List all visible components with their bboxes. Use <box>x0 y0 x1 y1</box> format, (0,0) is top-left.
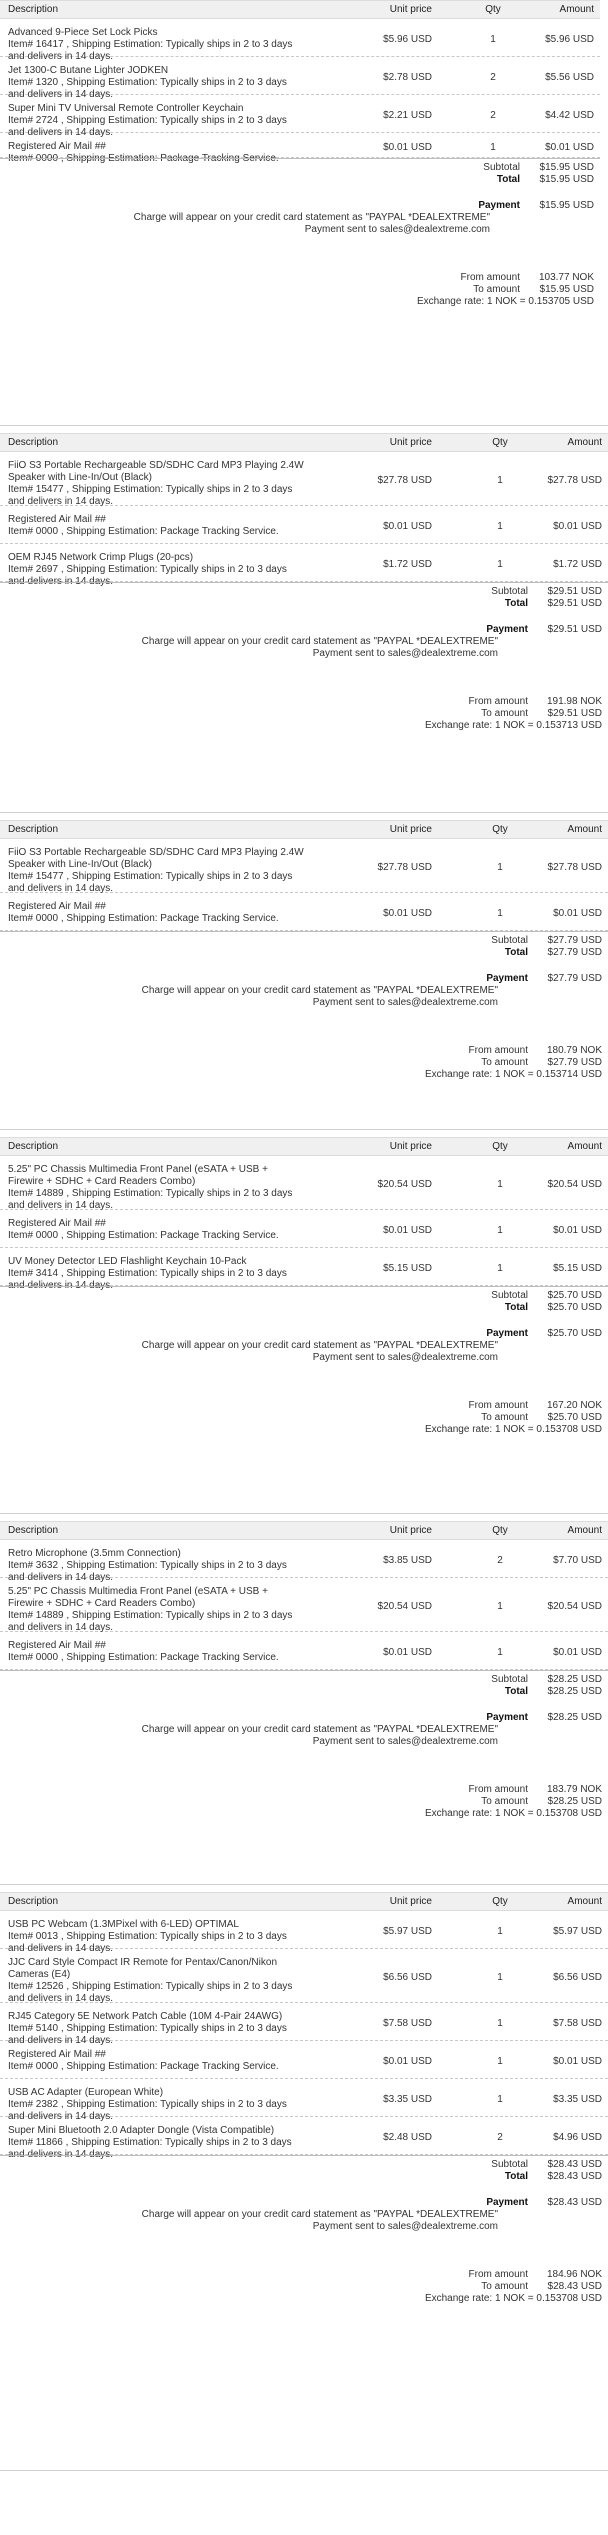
item-title: JJC Card Style Compact IR Remote for Pentax/Canon/Nikon <box>8 1957 277 1968</box>
column-header-description: Description <box>8 824 59 835</box>
item-title: RJ45 Category 5E Network Patch Cable (10M 4-Pair 24AWG) <box>8 2011 283 2022</box>
item-title-continued: Speaker with Line-In/Out (Black) <box>8 859 152 870</box>
item-delivery-info: and delivers in 14 days. <box>8 2149 114 2160</box>
column-header-qty: Qty <box>492 437 508 448</box>
from-amount-value: 184.96 NOK <box>546 2269 602 2280</box>
order-table-header <box>0 433 608 452</box>
item-shipping-info: Item# 0013 , Shipping Estimation: Typically ships in 2 to 3 days <box>8 1931 287 1942</box>
item-qty: 1 <box>497 908 503 919</box>
total-label: Total <box>504 1686 528 1697</box>
to-amount-value: $29.51 USD <box>547 708 602 719</box>
item-title: USB AC Adapter (European White) <box>8 2087 164 2098</box>
item-shipping-info: Item# 5140 , Shipping Estimation: Typically ships in 2 to 3 days <box>8 2023 287 2034</box>
column-header-amount: Amount <box>567 824 602 835</box>
to-amount-label: To amount <box>481 1057 528 1068</box>
item-shipping-info: Item# 16417 , Shipping Estimation: Typically ships in 2 to 3 days <box>8 39 293 50</box>
item-shipping-info: Item# 2697 , Shipping Estimation: Typically ships in 2 to 3 days <box>8 564 287 575</box>
item-qty: 1 <box>497 1225 503 1236</box>
charge-statement-note: Charge will appear on your credit card statement as "PAYPAL *DEALEXTREME" <box>141 1340 498 1351</box>
item-qty: 1 <box>497 2018 503 2029</box>
item-title-continued: Firewire + SDHC + Card Readers Combo) <box>8 1176 196 1187</box>
column-header-unit-price: Unit price <box>389 1896 432 1907</box>
item-shipping-info: Item# 14889 , Shipping Estimation: Typically ships in 2 to 3 days <box>8 1188 293 1199</box>
item-description <box>8 1218 323 1242</box>
item-title: OEM RJ45 Network Crimp Plugs (20-pcs) <box>8 552 194 563</box>
from-amount-label: From amount <box>460 272 520 283</box>
item-qty: 1 <box>497 1972 503 1983</box>
subtotal-label: Subtotal <box>491 586 528 597</box>
line-item-row <box>0 1949 608 2003</box>
exchange-rate: Exchange rate: 1 NOK = 0.153708 USD <box>424 1808 602 1819</box>
item-unit-price: $0.01 USD <box>383 908 432 919</box>
item-amount: $4.96 USD <box>553 2132 602 2143</box>
total-value: $29.51 USD <box>547 598 602 609</box>
column-header-amount: Amount <box>567 1141 602 1152</box>
item-title: Registered Air Mail ## <box>8 1640 106 1651</box>
column-header-description: Description <box>8 1141 59 1152</box>
item-title: FiiO S3 Portable Rechargeable SD/SDHC Card MP3 Playing 2.4W <box>8 460 304 471</box>
charge-statement-note: Charge will appear on your credit card statement as "PAYPAL *DEALEXTREME" <box>141 2209 498 2220</box>
payment-recipient-note: Payment sent to sales@dealextreme.com <box>304 224 490 235</box>
item-delivery-info: and delivers in 14 days. <box>8 1943 114 1954</box>
item-delivery-info: and delivers in 14 days. <box>8 2111 114 2122</box>
from-amount-value: 167.20 NOK <box>546 1400 602 1411</box>
item-amount: $5.15 USD <box>553 1263 602 1274</box>
column-header-amount: Amount <box>567 437 602 448</box>
to-amount-label: To amount <box>481 1796 528 1807</box>
item-title: Advanced 9-Piece Set Lock Picks <box>8 27 158 38</box>
column-header-description: Description <box>8 4 59 15</box>
item-qty: 1 <box>497 475 503 486</box>
line-item-row <box>0 506 608 544</box>
line-item-row <box>0 544 608 587</box>
item-title: Registered Air Mail ## <box>8 514 106 525</box>
section-divider <box>0 1884 608 1885</box>
order-block <box>0 1892 608 2385</box>
subtotal-label: Subtotal <box>491 1290 528 1301</box>
column-header-amount: Amount <box>559 4 594 15</box>
line-item-row <box>0 1156 608 1210</box>
total-label: Total <box>504 947 528 958</box>
item-shipping-info: Item# 3414 , Shipping Estimation: Typically ships in 2 to 3 days <box>8 1268 287 1279</box>
item-qty: 1 <box>497 1263 503 1274</box>
charge-statement-note: Charge will appear on your credit card statement as "PAYPAL *DEALEXTREME" <box>141 985 498 996</box>
item-shipping-info: Item# 12526 , Shipping Estimation: Typically ships in 2 to 3 days <box>8 1981 293 1992</box>
order-table-header <box>0 0 600 19</box>
payment-label: Payment <box>486 624 528 635</box>
item-title: FiiO S3 Portable Rechargeable SD/SDHC Card MP3 Playing 2.4W <box>8 847 304 858</box>
order-table-header <box>0 1521 608 1540</box>
item-amount: $5.56 USD <box>545 72 594 83</box>
item-amount: $5.96 USD <box>545 34 594 45</box>
order-block <box>0 1137 608 1516</box>
to-amount-value: $27.79 USD <box>547 1057 602 1068</box>
item-qty: 1 <box>497 862 503 873</box>
item-unit-price: $5.15 USD <box>383 1263 432 1274</box>
order-totals <box>0 1286 608 1516</box>
item-delivery-info: and delivers in 14 days. <box>8 576 114 587</box>
item-qty: 1 <box>497 1926 503 1937</box>
payment-label: Payment <box>486 1328 528 1339</box>
from-amount-value: 180.79 NOK <box>546 1045 602 1056</box>
item-shipping-info: Item# 1320 , Shipping Estimation: Typically ships in 2 to 3 days <box>8 77 287 88</box>
item-amount: $0.01 USD <box>553 1647 602 1658</box>
item-title: Registered Air Mail ## <box>8 2049 106 2060</box>
order-table-header <box>0 1892 608 1911</box>
item-unit-price: $7.58 USD <box>383 2018 432 2029</box>
order-block <box>0 0 600 388</box>
total-label: Total <box>504 598 528 609</box>
item-delivery-info: and delivers in 14 days. <box>8 1993 114 2004</box>
item-description <box>8 1164 323 1212</box>
subtotal-label: Subtotal <box>483 162 520 173</box>
item-qty: 1 <box>490 34 496 45</box>
item-title: Registered Air Mail ## <box>8 141 106 152</box>
item-title: Jet 1300-C Butane Lighter JODKEN <box>8 65 169 76</box>
item-unit-price: $6.56 USD <box>383 1972 432 1983</box>
item-shipping-info: Item# 15477 , Shipping Estimation: Typically ships in 2 to 3 days <box>8 871 293 882</box>
item-qty: 1 <box>497 559 503 570</box>
item-amount: $0.01 USD <box>553 2056 602 2067</box>
column-header-amount: Amount <box>567 1896 602 1907</box>
item-title: 5.25" PC Chassis Multimedia Front Panel (eSATA + USB + <box>8 1164 268 1175</box>
item-unit-price: $0.01 USD <box>383 142 432 153</box>
item-shipping-info: Item# 0000 , Shipping Estimation: Package Tracking Service. <box>8 526 279 537</box>
item-qty: 1 <box>497 1601 503 1612</box>
line-item-row <box>0 133 600 164</box>
item-shipping-info: Item# 0000 , Shipping Estimation: Package Tracking Service. <box>8 913 279 924</box>
from-amount-label: From amount <box>468 2269 528 2280</box>
exchange-rate: Exchange rate: 1 NOK = 0.153708 USD <box>424 1424 602 1435</box>
item-qty: 2 <box>497 2132 503 2143</box>
payment-recipient-note: Payment sent to sales@dealextreme.com <box>312 2221 498 2232</box>
item-description <box>8 1586 323 1634</box>
column-header-qty: Qty <box>492 1525 508 1536</box>
item-unit-price: $0.01 USD <box>383 521 432 532</box>
line-item-row <box>0 57 600 100</box>
total-value: $15.95 USD <box>539 174 594 185</box>
exchange-rate: Exchange rate: 1 NOK = 0.153705 USD <box>416 296 594 307</box>
item-delivery-info: and delivers in 14 days. <box>8 496 114 507</box>
item-delivery-info: and delivers in 14 days. <box>8 1280 114 1291</box>
section-divider <box>0 1513 608 1514</box>
from-amount-value: 183.79 NOK <box>546 1784 602 1795</box>
line-item-row <box>0 1578 608 1632</box>
item-unit-price: $0.01 USD <box>383 2056 432 2067</box>
to-amount-value: $28.43 USD <box>547 2281 602 2292</box>
subtotal-value: $15.95 USD <box>539 162 594 173</box>
order-totals <box>0 158 600 388</box>
item-qty: 1 <box>497 521 503 532</box>
payment-label: Payment <box>478 200 520 211</box>
item-description <box>8 1957 323 2005</box>
item-title: UV Money Detector LED Flashlight Keychain 10-Pack <box>8 1256 247 1267</box>
item-amount: $0.01 USD <box>545 142 594 153</box>
subtotal-label: Subtotal <box>491 1674 528 1685</box>
item-description <box>8 901 323 925</box>
item-delivery-info: and delivers in 14 days. <box>8 51 114 62</box>
payment-recipient-note: Payment sent to sales@dealextreme.com <box>312 997 498 1008</box>
order-block <box>0 820 608 1161</box>
item-unit-price: $0.01 USD <box>383 1647 432 1658</box>
item-unit-price: $27.78 USD <box>377 475 432 486</box>
item-title-continued: Cameras (E4) <box>8 1969 71 1980</box>
payment-label: Payment <box>486 1712 528 1723</box>
item-title: Super Mini TV Universal Remote Controller Keychain <box>8 103 244 114</box>
item-unit-price: $2.48 USD <box>383 2132 432 2143</box>
item-delivery-info: and delivers in 14 days. <box>8 1200 114 1211</box>
line-item-row <box>0 1632 608 1670</box>
exchange-rate: Exchange rate: 1 NOK = 0.153713 USD <box>424 720 602 731</box>
charge-statement-note: Charge will appear on your credit card statement as "PAYPAL *DEALEXTREME" <box>141 636 498 647</box>
item-amount: $7.70 USD <box>553 1555 602 1566</box>
subtotal-value: $28.25 USD <box>547 1674 602 1685</box>
order-totals <box>0 931 608 1161</box>
payment-recipient-note: Payment sent to sales@dealextreme.com <box>312 1736 498 1747</box>
column-header-description: Description <box>8 1525 59 1536</box>
payment-value: $29.51 USD <box>547 624 602 635</box>
column-header-unit-price: Unit price <box>389 1141 432 1152</box>
column-header-qty: Qty <box>492 1896 508 1907</box>
section-divider <box>0 425 608 426</box>
total-value: $28.25 USD <box>547 1686 602 1697</box>
charge-statement-note: Charge will appear on your credit card statement as "PAYPAL *DEALEXTREME" <box>141 1724 498 1735</box>
item-qty: 2 <box>490 110 496 121</box>
item-amount: $27.78 USD <box>547 862 602 873</box>
line-item-row <box>0 2003 608 2046</box>
item-title: 5.25" PC Chassis Multimedia Front Panel (eSATA + USB + <box>8 1586 268 1597</box>
section-divider <box>0 1129 608 1130</box>
order-block <box>0 1521 608 1900</box>
order-totals <box>0 582 608 812</box>
item-shipping-info: Item# 0000 , Shipping Estimation: Package Tracking Service. <box>8 1230 279 1241</box>
item-unit-price: $3.85 USD <box>383 1555 432 1566</box>
item-amount: $0.01 USD <box>553 1225 602 1236</box>
line-item-row <box>0 1540 608 1583</box>
subtotal-value: $29.51 USD <box>547 586 602 597</box>
from-amount-label: From amount <box>468 696 528 707</box>
item-unit-price: $3.35 USD <box>383 2094 432 2105</box>
to-amount-label: To amount <box>481 2281 528 2292</box>
column-header-unit-price: Unit price <box>389 1525 432 1536</box>
item-description <box>8 2049 323 2073</box>
column-header-qty: Qty <box>485 4 501 15</box>
subtotal-value: $28.43 USD <box>547 2159 602 2170</box>
payment-recipient-note: Payment sent to sales@dealextreme.com <box>312 1352 498 1363</box>
item-shipping-info: Item# 11866 , Shipping Estimation: Typically ships in 2 to 3 days <box>8 2137 292 2148</box>
from-amount-label: From amount <box>468 1400 528 1411</box>
line-item-row <box>0 452 608 506</box>
to-amount-value: $28.25 USD <box>547 1796 602 1807</box>
item-unit-price: $2.78 USD <box>383 72 432 83</box>
item-qty: 1 <box>497 1647 503 1658</box>
line-item-row <box>0 839 608 893</box>
subtotal-value: $25.70 USD <box>547 1290 602 1301</box>
subtotal-label: Subtotal <box>491 2159 528 2170</box>
item-amount: $0.01 USD <box>553 908 602 919</box>
item-amount: $3.35 USD <box>553 2094 602 2105</box>
item-title: Registered Air Mail ## <box>8 901 106 912</box>
item-title: Registered Air Mail ## <box>8 1218 106 1229</box>
payment-label: Payment <box>486 2197 528 2208</box>
order-totals <box>0 2155 608 2385</box>
item-amount: $6.56 USD <box>553 1972 602 1983</box>
section-divider <box>0 2470 608 2471</box>
payment-value: $15.95 USD <box>539 200 594 211</box>
to-amount-label: To amount <box>481 708 528 719</box>
column-header-description: Description <box>8 1896 59 1907</box>
item-unit-price: $20.54 USD <box>377 1179 432 1190</box>
column-header-description: Description <box>8 437 59 448</box>
item-qty: 1 <box>497 2094 503 2105</box>
line-item-row <box>0 1248 608 1291</box>
item-qty: 1 <box>497 2056 503 2067</box>
payment-value: $28.43 USD <box>547 2197 602 2208</box>
to-amount-value: $15.95 USD <box>539 284 594 295</box>
total-label: Total <box>504 1302 528 1313</box>
item-unit-price: $1.72 USD <box>383 559 432 570</box>
total-label: Total <box>504 2171 528 2182</box>
item-amount: $0.01 USD <box>553 521 602 532</box>
item-amount: $1.72 USD <box>553 559 602 570</box>
item-shipping-info: Item# 2724 , Shipping Estimation: Typically ships in 2 to 3 days <box>8 115 287 126</box>
item-delivery-info: and delivers in 14 days. <box>8 1622 114 1633</box>
from-amount-label: From amount <box>468 1045 528 1056</box>
item-unit-price: $5.97 USD <box>383 1926 432 1937</box>
item-amount: $20.54 USD <box>547 1179 602 1190</box>
item-unit-price: $5.96 USD <box>383 34 432 45</box>
exchange-rate: Exchange rate: 1 NOK = 0.153714 USD <box>424 1069 602 1080</box>
item-delivery-info: and delivers in 14 days. <box>8 883 114 894</box>
column-header-unit-price: Unit price <box>389 4 432 15</box>
payment-recipient-note: Payment sent to sales@dealextreme.com <box>312 648 498 659</box>
column-header-qty: Qty <box>492 824 508 835</box>
item-shipping-info: Item# 0000 , Shipping Estimation: Package Tracking Service. <box>8 1652 279 1663</box>
item-title: Super Mini Bluetooth 2.0 Adapter Dongle (Vista Compatible) <box>8 2125 275 2136</box>
item-qty: 1 <box>490 142 496 153</box>
to-amount-label: To amount <box>473 284 520 295</box>
item-shipping-info: Item# 0000 , Shipping Estimation: Package Tracking Service. <box>8 153 279 164</box>
from-amount-value: 103.77 NOK <box>538 272 594 283</box>
item-qty: 1 <box>497 1179 503 1190</box>
order-table-header <box>0 1137 608 1156</box>
item-shipping-info: Item# 15477 , Shipping Estimation: Typically ships in 2 to 3 days <box>8 484 293 495</box>
line-item-row <box>0 19 600 62</box>
item-qty: 2 <box>490 72 496 83</box>
from-amount-value: 191.98 NOK <box>546 696 602 707</box>
order-totals <box>0 1670 608 1900</box>
item-shipping-info: Item# 0000 , Shipping Estimation: Package Tracking Service. <box>8 2061 279 2072</box>
column-header-amount: Amount <box>567 1525 602 1536</box>
item-delivery-info: and delivers in 14 days. <box>8 2035 114 2046</box>
to-amount-label: To amount <box>481 1412 528 1423</box>
total-label: Total <box>496 174 520 185</box>
line-item-row <box>0 1210 608 1248</box>
item-title: Retro Microphone (3.5mm Connection) <box>8 1548 181 1559</box>
subtotal-label: Subtotal <box>491 935 528 946</box>
order-block <box>0 433 608 812</box>
item-delivery-info: and delivers in 14 days. <box>8 89 114 100</box>
item-title-continued: Speaker with Line-In/Out (Black) <box>8 472 152 483</box>
item-title: USB PC Webcam (1.3MPixel with 6-LED) OPTIMAL <box>8 1919 239 1930</box>
payment-value: $27.79 USD <box>547 973 602 984</box>
item-amount: $7.58 USD <box>553 2018 602 2029</box>
payment-value: $25.70 USD <box>547 1328 602 1339</box>
column-header-unit-price: Unit price <box>389 437 432 448</box>
item-title-continued: Firewire + SDHC + Card Readers Combo) <box>8 1598 196 1609</box>
item-amount: $5.97 USD <box>553 1926 602 1937</box>
item-shipping-info: Item# 14889 , Shipping Estimation: Typically ships in 2 to 3 days <box>8 1610 293 1621</box>
subtotal-value: $27.79 USD <box>547 935 602 946</box>
item-unit-price: $27.78 USD <box>377 862 432 873</box>
item-description <box>8 847 323 895</box>
item-delivery-info: and delivers in 14 days. <box>8 127 114 138</box>
item-unit-price: $0.01 USD <box>383 1225 432 1236</box>
line-item-row <box>0 2079 608 2122</box>
exchange-rate: Exchange rate: 1 NOK = 0.153708 USD <box>424 2293 602 2304</box>
line-item-row <box>0 2041 608 2079</box>
total-value: $28.43 USD <box>547 2171 602 2182</box>
line-item-row <box>0 1911 608 1954</box>
item-delivery-info: and delivers in 14 days. <box>8 1572 114 1583</box>
line-item-row <box>0 2117 608 2160</box>
charge-statement-note: Charge will appear on your credit card statement as "PAYPAL *DEALEXTREME" <box>133 212 490 223</box>
total-value: $25.70 USD <box>547 1302 602 1313</box>
order-table-header <box>0 820 608 839</box>
total-value: $27.79 USD <box>547 947 602 958</box>
line-item-row <box>0 95 600 138</box>
item-unit-price: $2.21 USD <box>383 110 432 121</box>
column-header-qty: Qty <box>492 1141 508 1152</box>
item-amount: $4.42 USD <box>545 110 594 121</box>
payment-value: $28.25 USD <box>547 1712 602 1723</box>
column-header-unit-price: Unit price <box>389 824 432 835</box>
item-description <box>8 460 323 508</box>
line-item-row <box>0 893 608 931</box>
from-amount-label: From amount <box>468 1784 528 1795</box>
item-description <box>8 514 323 538</box>
to-amount-value: $25.70 USD <box>547 1412 602 1423</box>
item-unit-price: $20.54 USD <box>377 1601 432 1612</box>
item-shipping-info: Item# 2382 , Shipping Estimation: Typically ships in 2 to 3 days <box>8 2099 287 2110</box>
item-shipping-info: Item# 3632 , Shipping Estimation: Typically ships in 2 to 3 days <box>8 1560 287 1571</box>
item-amount: $27.78 USD <box>547 475 602 486</box>
item-amount: $20.54 USD <box>547 1601 602 1612</box>
payment-label: Payment <box>486 973 528 984</box>
item-qty: 2 <box>497 1555 503 1566</box>
section-divider <box>0 812 608 813</box>
item-description <box>8 1640 323 1664</box>
